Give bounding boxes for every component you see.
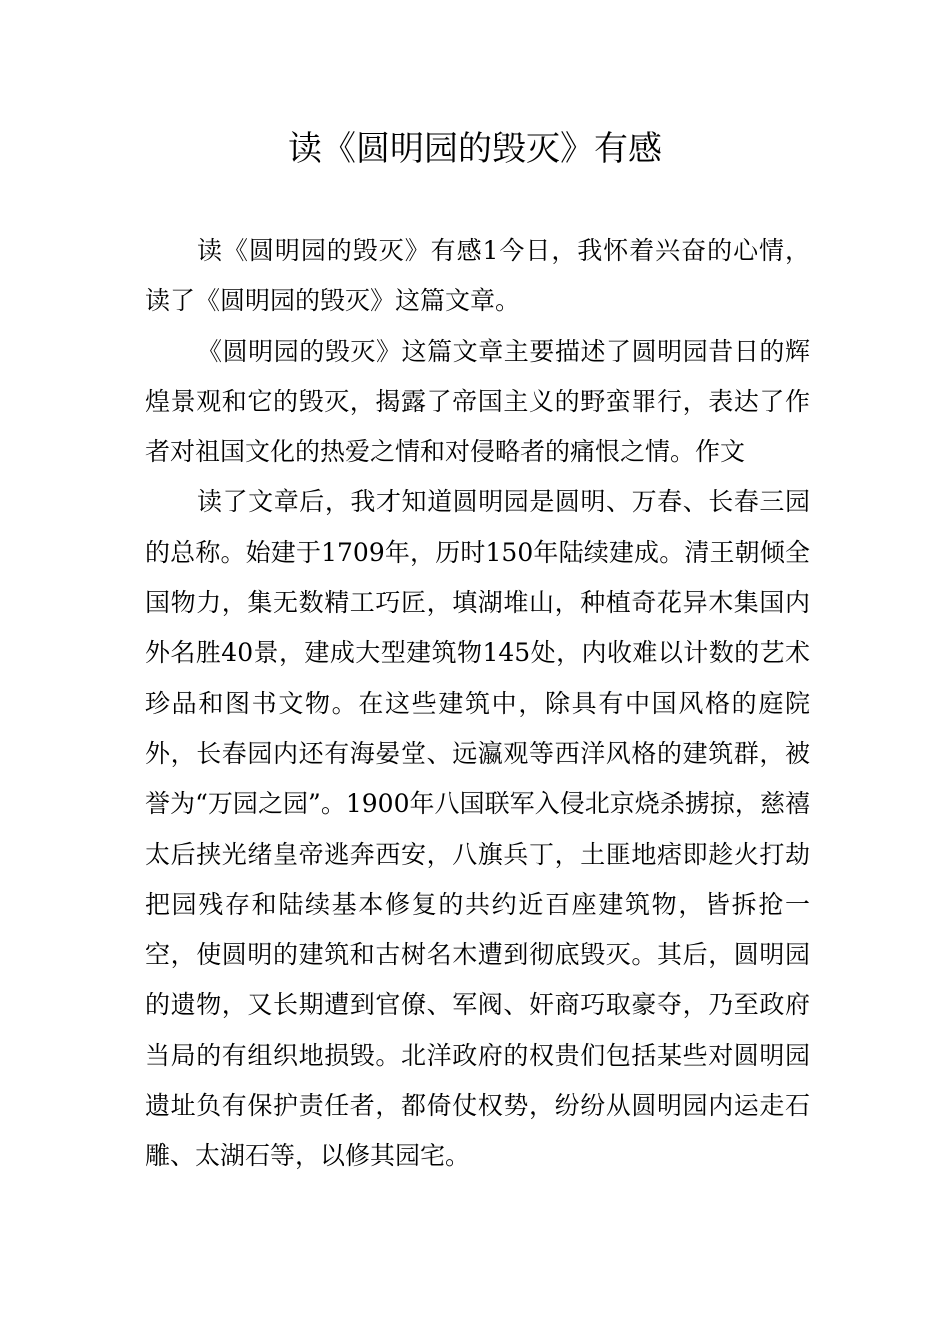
paragraph: 读《圆明园的毁灭》有感1今日，我怀着兴奋的心情，读了《圆明园的毁灭》这篇文章。 — [145, 236, 810, 316]
paragraph: 《圆明园的毁灭》这篇文章主要描述了圆明园昔日的辉煌景观和它的毁灭，揭露了帝国主义的野蛮罪行，表达了作者对祖国文化的热爱之情和对侵略者的痛恨之情。作文 — [145, 336, 810, 467]
paragraph: 读了文章后，我才知道圆明园是圆明、万春、长春三园的总称。始建于1709年，历时150年陆续建成。清王朝倾全国物力，集无数精工巧匠，填湖堆山，种植奇花异木集国内外名胜40景，建成大型建筑物145处，内收难以计数的艺术珍品和图书文物。在这些建筑中，除具有中国风格的庭院外，长春园内还有海晏堂、远瀛观等西洋风格的建筑群，被誉为“万园之园”。1900年八国联军入侵北京烧杀掳掠，慈禧太后挟光绪皇帝逃奔西安，八旗兵丁，土匪地痞即趁火打劫把园残存和陆续基本修复的共约近百座建筑物，皆拆抢一空，使圆明的建筑和古树名木遭到彻底毁灭。其后，圆明园的遗物，又长期遭到官僚、军阀、奸商巧取豪夺，乃至政府当局的有组织地损毁。北洋政府的权贵们包括某些对圆明园遗址负有保护责任者，都倚仗权势，纷纷从圆明园内运走石雕、太湖石等，以修其园宅。 — [145, 487, 810, 1171]
document-title: 读《圆明园的毁灭》有感 — [288, 129, 662, 169]
document-body — [145, 226, 810, 1182]
